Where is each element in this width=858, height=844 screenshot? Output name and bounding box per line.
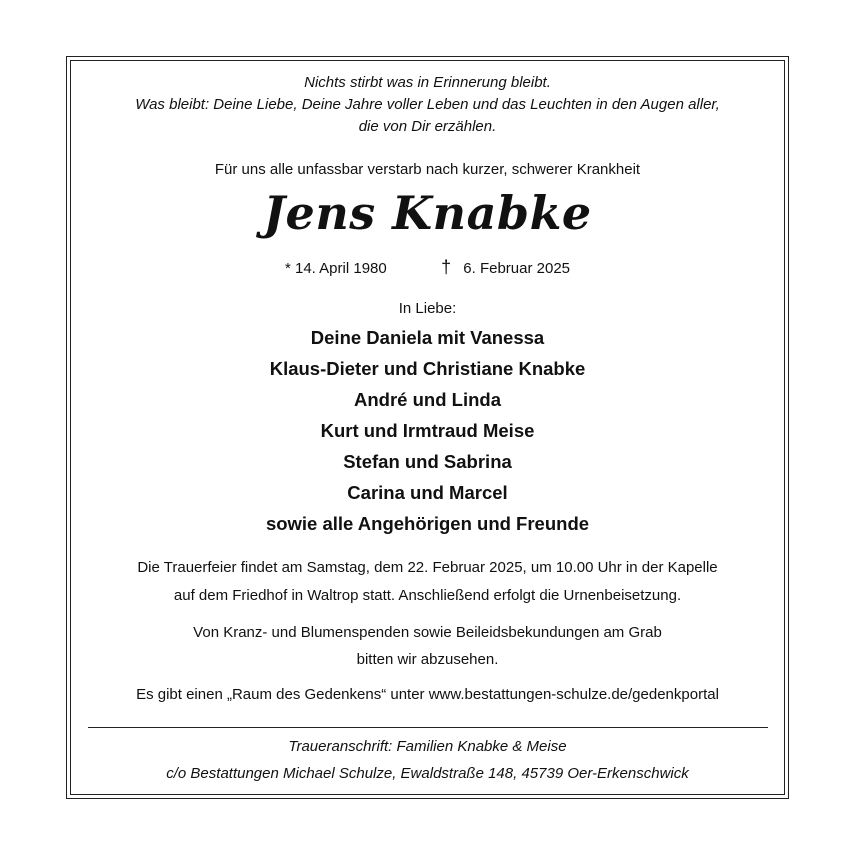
motto-line-1: Nichts stirbt was in Erinnerung bleibt. bbox=[304, 74, 551, 91]
funeral-line-2: auf dem Friedhof in Waltrop statt. Anschließend erfolgt die Urnenbeisetzung. bbox=[173, 587, 682, 604]
mourner-line: Carina und Marcel bbox=[347, 482, 508, 503]
mourner-line: Deine Daniela mit Vanessa bbox=[310, 327, 545, 348]
cross-icon: † bbox=[441, 257, 452, 277]
life-dates bbox=[72, 257, 783, 278]
in-love-label: In Liebe: bbox=[398, 300, 457, 317]
donations-line-2: bitten wir abzusehen. bbox=[356, 651, 499, 668]
donations-line-1: Von Kranz- und Blumenspenden sowie Beileidsbekundungen am Grab bbox=[193, 624, 662, 641]
deceased-name: Jens Knabke bbox=[263, 186, 592, 240]
death-date: 6. Februar 2025 bbox=[463, 260, 571, 277]
birth-date: * 14. April 1980 bbox=[284, 260, 387, 277]
memorial-portal-text: Es gibt einen „Raum des Gedenkens“ unter www.bestattungen-schulze.de/gedenkportal bbox=[136, 686, 719, 703]
mourner-line: Kurt und Irmtraud Meise bbox=[320, 420, 535, 441]
mourner-line: Stefan und Sabrina bbox=[343, 451, 512, 472]
motto-line-2: Was bleibt: Deine Liebe, Deine Jahre voller Leben und das Leuchten in den Augen aller, bbox=[135, 96, 720, 113]
mourner-line: sowie alle Angehörigen und Freunde bbox=[265, 513, 590, 534]
funeral-line-1: Die Trauerfeier findet am Samstag, dem 22. Februar 2025, um 10.00 Uhr in der Kapelle bbox=[137, 559, 718, 576]
mourner-line: André und Linda bbox=[354, 389, 501, 410]
mourner-line: Klaus-Dieter und Christiane Knabke bbox=[269, 358, 586, 379]
address-line-1: Traueranschrift: Familien Knabke & Meise bbox=[288, 738, 567, 755]
separator-line bbox=[88, 727, 768, 728]
address-line-2: c/o Bestattungen Michael Schulze, Ewaldstraße 148, 45739 Oer-Erkenschwick bbox=[166, 765, 689, 782]
intro-text: Für uns alle unfassbar verstarb nach kurzer, schwerer Krankheit bbox=[214, 161, 641, 178]
motto-line-3: die von Dir erzählen. bbox=[358, 118, 497, 135]
